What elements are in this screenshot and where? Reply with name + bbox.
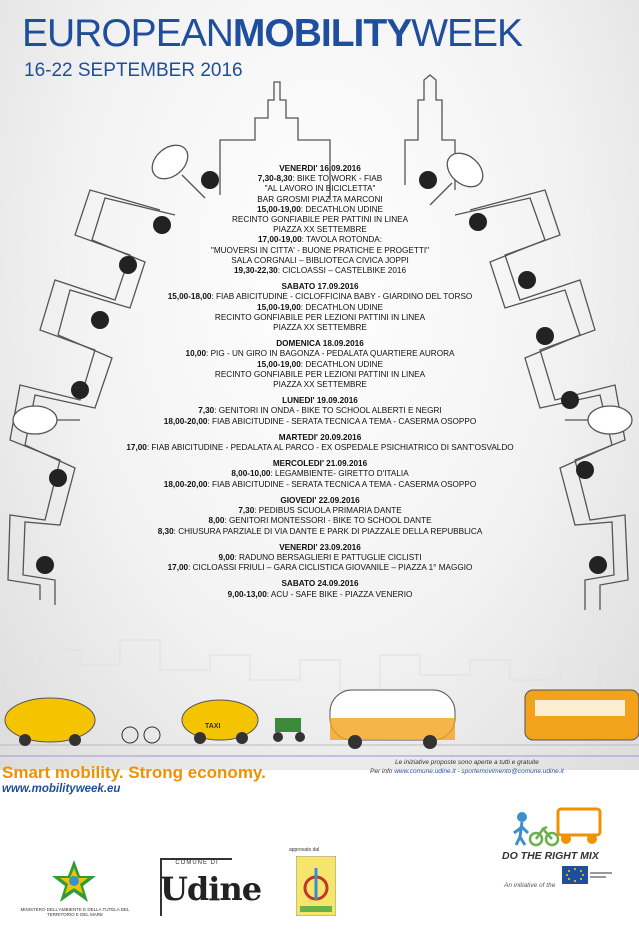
event-description: : TAVOLA ROTONDA: [301,235,383,245]
event-description: : CICLOASSI – CASTELBIKE 2016 [277,266,407,276]
event-time: 15,00-18,00 [167,292,212,302]
event-description: RECINTO GONFIABILE PER LEZIONI PATTINI IN LINEA [214,369,426,379]
schedule-event-line [100,215,540,225]
event-description: : PEDIBUS SCUOLA PRIMARIA DANTE [254,506,402,516]
schedule-day-title: SABATO 24.09.2016 [281,579,359,589]
event-description: : GENITORI MONTESSORI - BIKE TO SCHOOL DANTE [224,516,432,526]
schedule-day-title: LUNEDI' 19.09.2016 [282,396,358,406]
schedule-event-line [100,480,540,490]
schedule-event-line [100,303,540,313]
title-part-european: EUROPEAN [22,12,233,55]
event-description: "MUOVERSI IN CITTA' - BUONE PRATICHE E PROGETTI" [210,245,430,255]
schedule-event-line [100,469,540,479]
schedule-event-line [100,174,540,184]
event-description: PIAZZA XX SETTEMBRE [273,323,367,333]
do-the-right-mix-logo [512,803,604,847]
european-commission-logo [562,866,614,896]
initiative-text: An initiative of the [504,882,556,889]
schedule-event-line [100,553,540,563]
schedule-event-line [100,184,540,194]
comune-di-text: COMUNE DI [175,860,219,866]
event-time: 7,30 [198,406,215,416]
schedule-day [100,396,540,427]
schedule-event-line [100,370,540,380]
event-description: : LEGAMBIENTE- GIRETTO D'ITALIA [270,469,409,479]
schedule-event-line [100,527,540,537]
tagline: Smart mobility. Strong economy. [2,763,266,782]
schedule-day-title: GIOVEDI' 22.09.2016 [280,495,360,505]
event-time: 9,00 [218,552,235,562]
schedule-event-line [100,292,540,302]
comune-website-link[interactable]: www.comune.udine.it [394,768,456,775]
event-time: 15,00-19,00 [257,204,301,214]
event-description: : FIAB ABICITUDINE - SERATA TECNICA A TEMA - CASERMA OSOPPO [207,416,477,426]
event-description: PIAZZA XX SETTEMBRE [273,225,367,235]
event-time: 18,00-20,00 [163,416,208,426]
schedule-event-line [100,506,540,516]
approved-badge-logo [296,856,336,916]
schedule-day [100,579,540,599]
schedule-day [100,282,540,333]
schedule-event-line [100,417,540,427]
schedule-day [100,339,540,390]
info-separator: - [455,768,462,775]
info-contacts [370,768,564,775]
approved-by-text: approvato dal [289,847,320,853]
schedule-event-line [100,313,540,323]
event-description: PIAZZA XX SETTEMBRE [273,380,367,390]
ministry-environment-logo [48,858,100,904]
event-description: : DECATHLON UDINE [300,302,383,312]
schedule-day-title: MARTEDI' 20.09.2016 [278,432,362,442]
schedule-event-line [100,360,540,370]
event-description: : DECATHLON UDINE [300,204,383,214]
website-link[interactable]: www.mobilityweek.eu [2,783,121,795]
event-time: 7,30 [238,506,255,516]
schedule-event-line [100,516,540,526]
schedule-event-line [100,246,540,256]
event-description: "AL LAVORO IN BICICLETTA" [264,184,376,194]
event-dates: 16-22 SEPTEMBER 2016 [24,60,243,81]
event-description: : PIG - UN GIRO IN BAGONZA - PEDALATA QUARTIERE AURORA [206,349,455,359]
page-title [22,12,522,56]
schedule-event-line [100,205,540,215]
schedule-day-title: MERCOLEDI' 21.09.2016 [272,459,368,469]
event-time: 15,00-19,00 [257,359,301,369]
event-time: 18,00-20,00 [163,479,208,489]
event-time: 8,30 [157,526,174,536]
schedule-day-title: SABATO 17.09.2016 [281,282,359,292]
event-time: 19,30-22,30 [233,266,278,276]
event-description: : FIAB ABICITUDINE - SERATA TECNICA A TEMA - CASERMA OSOPPO [207,479,477,489]
event-time: 8,00-10,00 [231,469,271,479]
event-description: SALA CORGNALI – BIBLIOTECA CIVICA JOPPI [231,255,409,265]
schedule-day [100,496,540,537]
taxi-label: TAXI [205,723,221,730]
event-description: : BIKE TO WORK - FIAB [292,174,383,184]
info-prefix: Per info [370,768,395,775]
schedule-event-line [100,266,540,276]
event-schedule [100,158,540,600]
info-free-note: Le iniziative proposte sono aperte a tutti e gratuite [395,759,539,766]
schedule-event-line [100,323,540,333]
event-description: : GENITORI IN ONDA - BIKE TO SCHOOL ALBERTI E NEGRI [214,406,442,416]
event-time: 17,00 [167,563,189,573]
do-the-right-mix-text: DO THE RIGHT MIX [502,850,599,862]
schedule-day [100,433,540,453]
schedule-event-line [100,256,540,266]
event-description: : DECATHLON UDINE [300,359,383,369]
schedule-day-title: VENERDI' 23.09.2016 [279,542,361,552]
schedule-day [100,543,540,574]
schedule-event-line [100,590,540,600]
event-description: RECINTO GONFIABILE PER LEZIONI PATTINI IN LINEA [214,312,426,322]
schedule-event-line [100,443,540,453]
event-time: 7,30-8,30 [257,174,293,184]
udine-text: Udine [160,870,262,908]
schedule-event-line [100,380,540,390]
schedule-day-title: DOMENICA 18.09.2016 [276,339,364,349]
schedule-event-line [100,235,540,245]
event-time: 15,00-19,00 [257,302,301,312]
title-part-mobility: MOBILITY [232,12,412,55]
contact-email-link[interactable]: sportemovimento@comune.udine.it [461,768,564,775]
event-description: BAR GROSMI PIAZ.TA MARCONI [257,194,383,204]
title-part-week: WEEK [411,12,523,55]
schedule-event-line [100,195,540,205]
event-time: 17,00 [126,443,147,453]
event-description: : ACU - SAFE BIKE - PIAZZA VENERIO [266,589,413,599]
schedule-day-title: VENERDI' 16.09.2016 [279,164,361,173]
schedule-event-line [100,563,540,573]
event-time: 17,00-19,00 [257,235,302,245]
schedule-event-line [100,349,540,359]
event-description: : CHIUSURA PARZIALE DI VIA DANTE E PARK DI PIAZZALE DELLA REPUBBLICA [173,526,483,536]
event-description: : RADUNO BERSAGLIERI E PATTUGLIE CICLISTI [234,552,422,562]
ministry-text: MINISTERO DELL'AMBIENTE E DELLA TUTELA DEL TERRITORIO E DEL MARE [20,907,130,917]
schedule-day [100,459,540,490]
event-time: 9,00-13,00 [227,589,267,599]
schedule-day [100,164,540,276]
event-time: 8,00 [208,516,225,526]
schedule-event-line [100,225,540,235]
event-description: : FIAB ABICITUDINE - PEDALATA AL PARCO - EX OSPEDALE PSICHIATRICO DI SANT'OSVALDO [146,443,514,453]
schedule-event-line [100,406,540,416]
event-time: 10,00 [185,349,207,359]
event-description: RECINTO GONFIABILE PER PATTINI IN LINEA [231,215,409,225]
event-description: : CICLOASSI FRIULI – GARA CICLISTICA GIOVANILE – PIAZZA 1° MAGGIO [188,563,473,573]
event-description: : FIAB ABICITUDINE - CICLOFFICINA BABY - GIARDINO DEL TORSO [211,292,473,302]
